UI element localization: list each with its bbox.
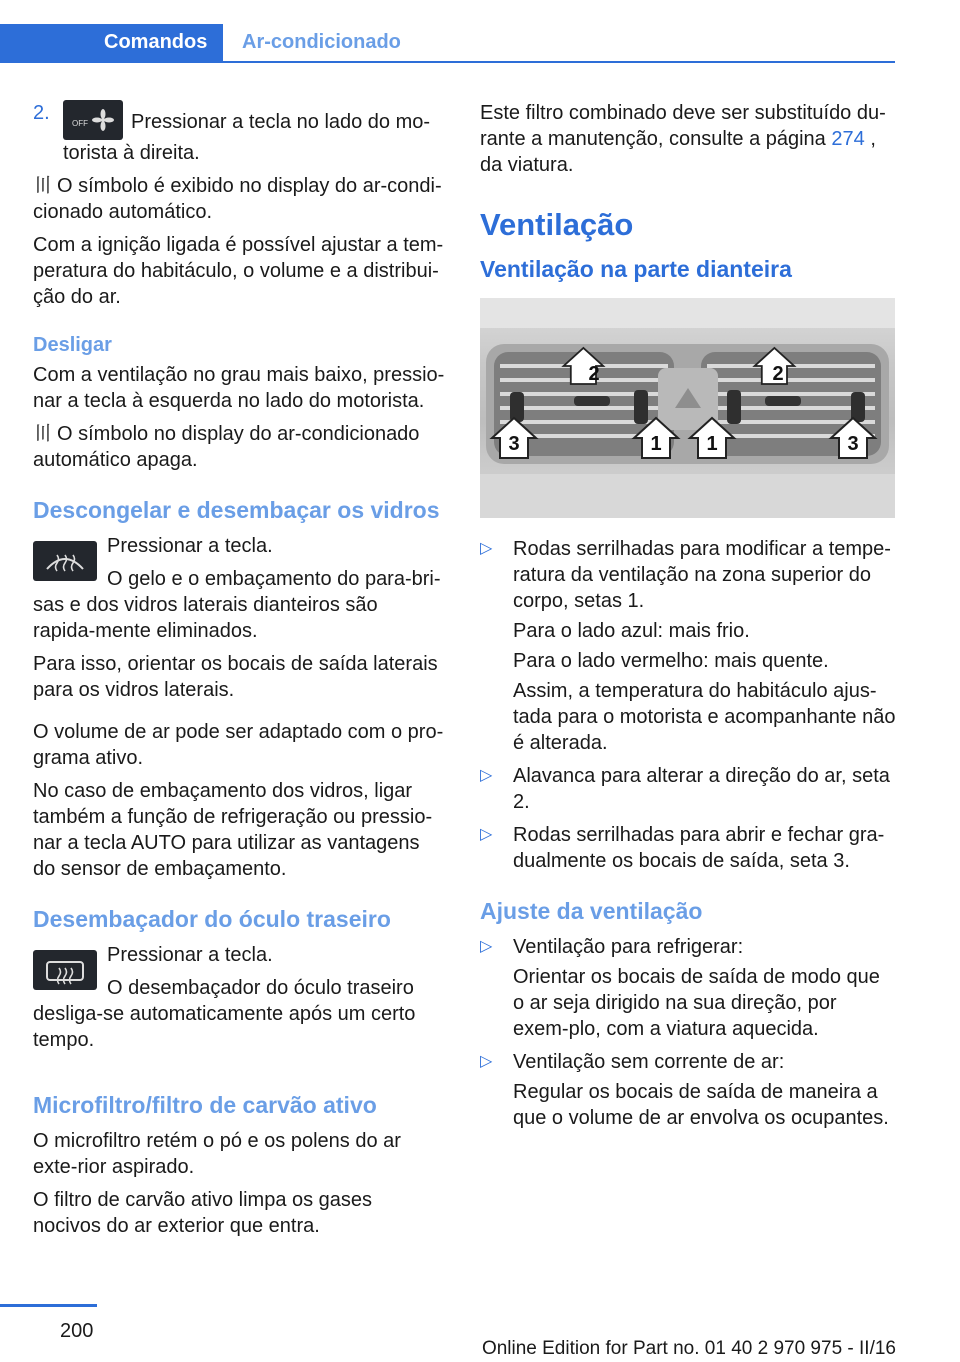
step-text: Pressionar a tecla no lado do mo-torista à direita. [63,111,431,164]
defrost-block [33,533,445,651]
off-fan-key-icon [63,100,123,140]
defrost-heading: Descongelar e desembaçar os vidros [33,497,440,523]
header-tabbar [0,0,960,62]
tab-comandos[interactable]: Comandos [0,24,223,61]
filter-heading: Microfiltro/filtro de carvão ativo [33,1092,377,1118]
defrost-text: O gelo e o embaçamento do para-bri-sas e dos vidros laterais dianteiros são rapida-mente eliminados. [33,568,441,642]
triangle-bullet-icon: ▷ [480,1053,493,1070]
tab-ar-condicionado[interactable]: Ar-condicionado [242,31,401,53]
defrost-volume: O volume de ar pode ser adaptado com o pro-grama ativo. [33,721,444,769]
defrost-vents: Para isso, orientar os bocais de saída laterais para os vidros laterais. [33,653,438,701]
photo-label-3-left: 3 [508,433,520,455]
triangle-bullet-icon: ▷ [480,767,493,784]
step-2 [33,100,445,166]
rear-defrost-heading: Desembaçador do óculo traseiro [33,906,391,932]
defrost-press: Pressionar a tecla. [107,535,273,557]
photo-label-2-right: 2 [772,363,784,385]
edition-footer: Online Edition for Part no. 01 40 2 970 975 - II/16 [481,1338,896,1359]
rear-defrost-block [33,942,445,1060]
list-item: ▷ Rodas serrilhadas para abrir e fechar gra-dualmente os bocais de saída, seta 3. [480,824,885,872]
step-number: 2. [33,102,50,124]
list-item: ▷ Alavanca para alterar a direção do ar, seta 2. [480,765,890,813]
triangle-bullet-icon: ▷ [480,826,493,843]
photo-label-2-left: 2 [588,363,600,385]
filter-text-2: O filtro de carvão ativo limpa os gases nocivos do ar exterior que entra. [33,1189,373,1237]
airflow-symbol-icon: 〣 [33,423,53,445]
ventilation-title: Ventilação [480,207,634,242]
page-link[interactable]: 274 [831,128,865,150]
triangle-bullet-icon: ▷ [480,938,493,955]
rear-text: O desembaçador do óculo traseiro desliga-se automaticamente após um certo tempo. [33,977,416,1051]
photo-label-1-right: 1 [706,433,718,455]
defrost-auto: No caso de embaçamento dos vidros, ligar também a função de refrigeração ou pressio-nar a tecla AUTO para utilizar as vantagens do sensor de embaçamento. [33,780,433,880]
symbol-off-text: 〣 O símbolo no display do ar-condicionado automático apaga. [33,423,420,471]
ignition-paragraph: Com a ignição ligada é possível ajustar a tem-peratura do habitáculo, o volume e a distribui-ção do ar. [33,234,444,308]
right-column [480,100,896,1138]
svg-text:OFF: OFF [72,119,88,128]
photo-label-3-right: 3 [847,433,859,455]
front-ventilation-list [480,536,896,874]
windshield-defrost-key-icon [33,541,97,581]
filter-continued: Este filtro combinado deve ser substituído du-rante a manutenção, consulte a página 274 , da viatura. [480,102,886,176]
page-number: 200 [60,1320,94,1342]
list-item: ▷ Ventilação sem corrente de ar: Regular os bocais de saída de maneira a que o volume de ar envolva os ocupantes. [480,1051,889,1129]
photo-label-1-left: 1 [650,433,662,455]
off-text: Com a ventilação no grau mais baixo, pressio-nar a tecla à esquerda no lado do motorista. [33,364,445,412]
left-column [33,100,445,1246]
rear-window-defrost-key-icon [33,950,97,990]
adjust-ventilation-list [480,934,896,1131]
airflow-symbol-icon: 〣 [33,175,53,197]
list-item: ▷ Rodas serrilhadas para modificar a tempe-ratura da ventilação na zona superior do corpo, setas 1. Para o lado azul: mais frio. Para o lado vermelho: mais quente. Assim, a temperatura do habitáculo ajus-tada para o motorista e acompanhante não é alterada. [480,538,896,754]
header-rule [0,61,895,63]
filter-text-1: O microfiltro retém o pó e os polens do ar exte-rior aspirado. [33,1130,401,1178]
rear-press: Pressionar a tecla. [107,944,273,966]
footer-rule [0,1304,97,1307]
symbol-displayed-text: 〣 O símbolo é exibido no display do ar-condi-cionado automático. [33,175,442,223]
front-ventilation-heading: Ventilação na parte dianteira [480,256,792,282]
adjust-ventilation-heading: Ajuste da ventilação [480,898,703,924]
front-vents-photo [480,298,895,518]
list-item: ▷ Ventilação para refrigerar: Orientar os bocais de saída de modo que o ar seja dirigido na sua direção, por exem-plo, com a viatura aquecida. [480,936,880,1040]
triangle-bullet-icon: ▷ [480,540,493,557]
off-heading: Desligar [33,334,112,356]
